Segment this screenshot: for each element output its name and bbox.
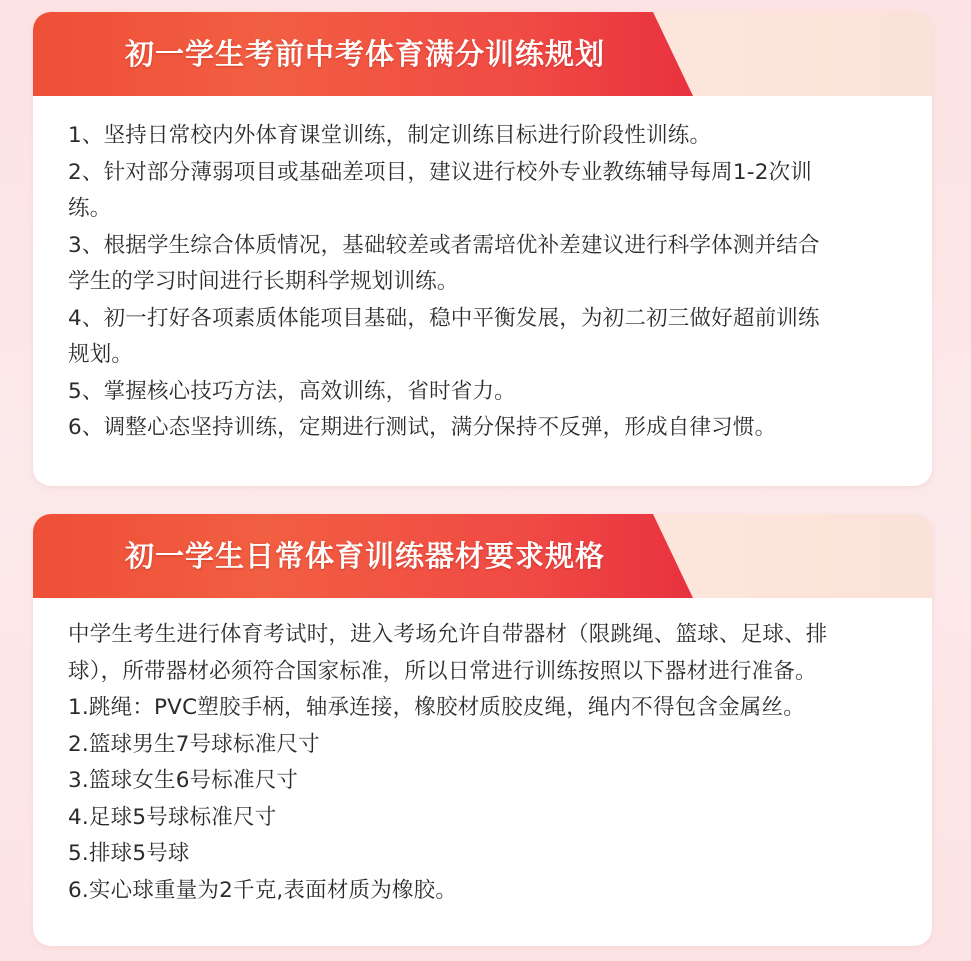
section-title: 初一学生日常体育训练器材要求规格 <box>125 539 606 573</box>
text-line: 3.篮球女生6号标准尺寸 <box>68 768 299 793</box>
equipment-spec-header <box>33 514 932 598</box>
text-line: 中学生考生进行体育考试时，进入考场允许自带器材（限跳绳、篮球、足球、排 <box>68 622 828 647</box>
text-line: 6.实心球重量为2千克,表面材质为橡胶。 <box>68 877 458 903</box>
text-line: 5.排球5号球 <box>68 841 190 866</box>
text-line: 4、初一打好各项素质体能项目基础，稳中平衡发展，为初二初三做好超前训练 <box>68 305 820 331</box>
text-line: 规划。 <box>68 342 134 367</box>
text-line: 练。 <box>68 196 112 221</box>
text-line: 1.跳绳：PVC塑胶手柄，轴承连接，橡胶材质胶皮绳，绳内不得包含金属丝。 <box>68 695 805 720</box>
section-title: 初一学生考前中考体育满分训练规划 <box>125 37 606 71</box>
text-line: 3、根据学生综合体质情况，基础较差或者需培优补差建议进行科学体测并结合 <box>68 232 820 258</box>
training-plan-body <box>33 96 932 447</box>
text-line: 球），所带器材必须符合国家标准，所以日常进行训练按照以下器材进行准备。 <box>68 658 817 684</box>
text-line: 学生的学习时间进行长期科学规划训练。 <box>68 269 459 294</box>
text-line: 1、坚持日常校内外体育课堂训练，制定训练目标进行阶段性训练。 <box>68 123 712 148</box>
equipment-spec-body <box>33 598 932 909</box>
text-line: 4.足球5号球标准尺寸 <box>68 804 277 830</box>
training-plan-card <box>33 12 932 486</box>
text-line: 6、调整心态坚持训练，定期进行测试，满分保持不反弹，形成自律习惯。 <box>68 415 777 440</box>
text-line: 5、掌握核心技巧方法，高效训练，省时省力。 <box>68 378 516 404</box>
text-line: 2、针对部分薄弱项目或基础差项目，建议进行校外专业教练辅导每周1-2次训 <box>68 159 812 185</box>
training-plan-header <box>33 12 932 96</box>
text-line: 2.篮球男生7号球标准尺寸 <box>68 731 320 757</box>
equipment-spec-card <box>33 514 932 946</box>
